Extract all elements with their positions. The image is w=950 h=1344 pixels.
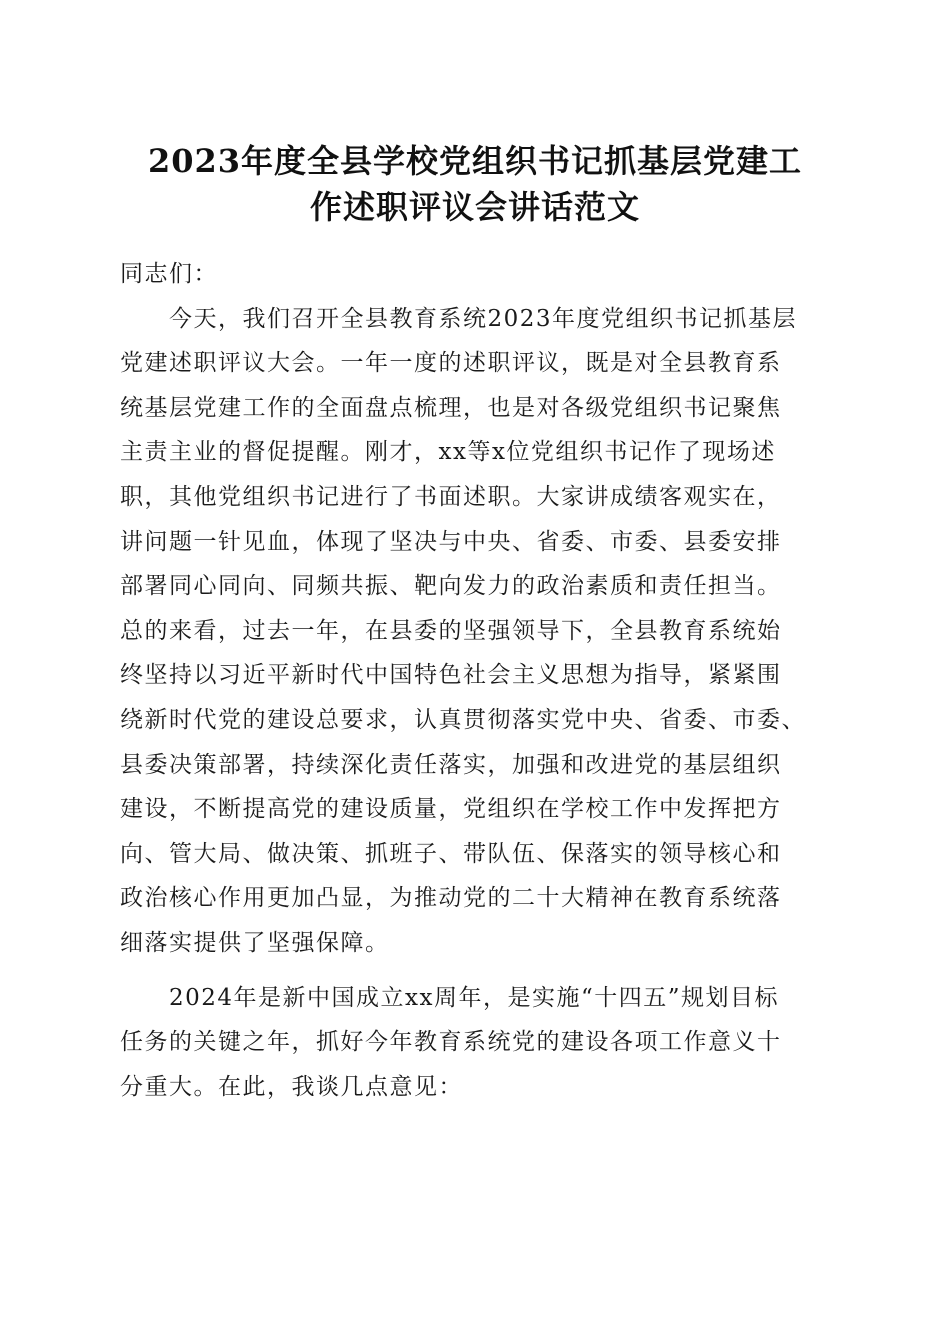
paragraph-line: 绕新时代党的建设总要求，认真贯彻落实党中央、省委、市委、 [120, 706, 806, 733]
title-line: 2023年度全县学校党组织书记抓基层党建工 [147, 142, 803, 180]
paragraph-line: 细落实提供了坚强保障。 [120, 929, 390, 956]
paragraph-line: 统基层党建工作的全面盘点梳理，也是对各级党组织书记聚焦 [120, 394, 782, 421]
title-line: 作述职评议会讲话范文 [309, 188, 640, 226]
paragraph-2 [120, 976, 832, 1110]
paragraph-line: 部署同心同向、同频共振、靶向发力的政治素质和责任担当。 [120, 573, 782, 600]
paragraph-line: 讲问题一针见血，体现了坚决与中央、省委、市委、县委安排 [120, 528, 782, 555]
paragraph-line: 分重大。在此，我谈几点意见： [120, 1073, 463, 1100]
paragraph-line: 建设，不断提高党的建设质量，党组织在学校工作中发挥把方 [120, 796, 782, 823]
paragraph-line: 向、管大局、做决策、抓班子、带队伍、保落实的领导核心和 [120, 840, 782, 867]
paragraph-1 [120, 297, 832, 966]
paragraph-line: 县委决策部署，持续深化责任落实，加强和改进党的基层组织 [120, 751, 782, 778]
document-body [120, 252, 832, 1109]
paragraph-line: 终坚持以习近平新时代中国特色社会主义思想为指导，紧紧围 [120, 662, 782, 689]
salutation: 同志们： [120, 261, 218, 287]
paragraph-line: 政治核心作用更加凸显，为推动党的二十大精神在教育系统落 [120, 885, 782, 912]
document-title [100, 138, 850, 230]
paragraph-line: 总的来看，过去一年，在县委的坚强领导下，全县教育系统始 [120, 617, 782, 644]
paragraph-line: 主责主业的督促提醒。刚才，xx等x位党组织书记作了现场述 [120, 439, 776, 466]
paragraph-line: 今天，我们召开全县教育系统2023年度党组织书记抓基层 [169, 305, 798, 332]
paragraph-line: 2024年是新中国成立xx周年，是实施“十四五”规划目标 [169, 984, 779, 1011]
paragraph-line: 职，其他党组织书记进行了书面述职。大家讲成绩客观实在， [120, 483, 782, 510]
paragraph-line: 党建述职评议大会。一年一度的述职评议，既是对全县教育系 [120, 350, 782, 377]
paragraph-line: 任务的关键之年，抓好今年教育系统党的建设各项工作意义十 [120, 1029, 782, 1056]
